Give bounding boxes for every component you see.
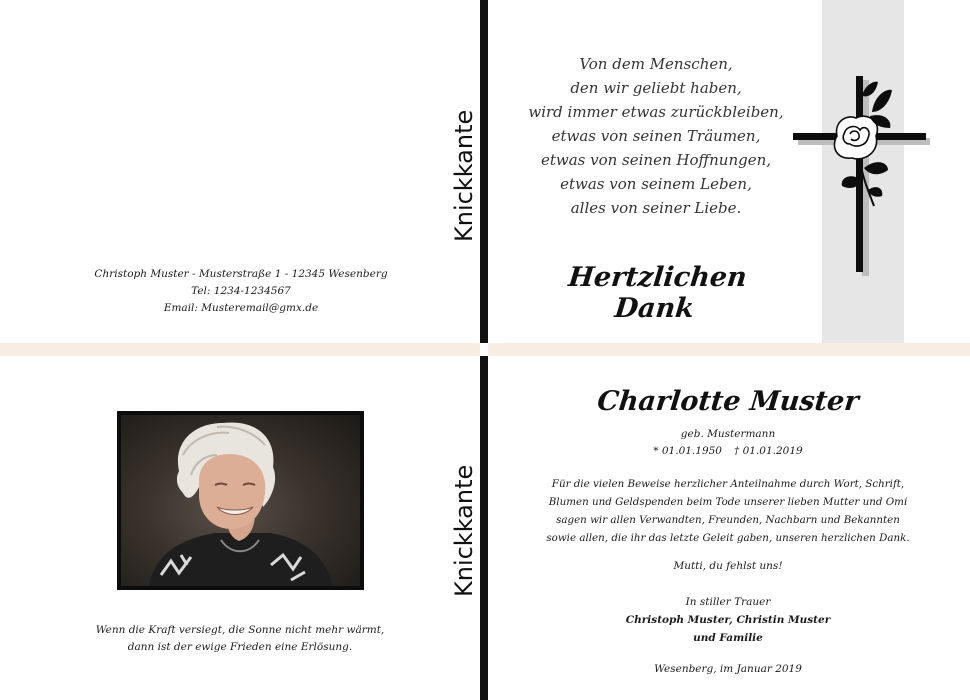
maiden-name: geb. Mustermann (680, 428, 776, 440)
death-date: † 01.01.2019 (734, 445, 803, 457)
mourners-block (578, 593, 878, 647)
fold-label-top: Knickkante (450, 109, 478, 242)
birth-date: * 01.01.1950 (653, 445, 722, 457)
thanks-line: Blumen und Geldspenden beim Tode unserer lieben Mutter und Omi (548, 496, 908, 508)
place-date: Wesenberg, im Januar 2019 (654, 663, 802, 675)
thanks-line: Für die vielen Beweise herzlicher Anteilnahme durch Wort, Schrift, (551, 478, 905, 490)
thanks-line: sagen wir allen Verwandten, Freunden, Nachbarn und Bekannten (556, 514, 900, 526)
phone-line: Tel: 1234-1234567 (191, 285, 291, 297)
miss-line: Mutti, du fehlst uns! (673, 560, 783, 572)
thanks-heading: Hertzlichen Dank (566, 262, 749, 324)
poem-line: alles von seiner Liebe. (570, 199, 742, 217)
mourning-label: In stiller Trauer (685, 596, 771, 608)
birth-death-block (578, 426, 878, 460)
fold-label-bottom: Knickkante (450, 464, 478, 597)
cross-with-rose-icon (790, 72, 930, 278)
mourners-family: und Familie (693, 632, 763, 644)
poem-line: etwas von seinen Hoffnungen, (540, 151, 772, 169)
poem-line: etwas von seinem Leben, (560, 175, 752, 193)
separator-gap (480, 343, 488, 356)
email-line: Email: Musteremail@gmx.de (163, 302, 319, 314)
portrait-illustration (121, 415, 360, 586)
address-block (60, 266, 422, 317)
poem-line: etwas von seinen Träumen, (551, 127, 761, 145)
dates-line (578, 443, 878, 460)
quote-line: Wenn die Kraft versiegt, die Sonne nicht mehr wärmt, (95, 624, 385, 636)
poem (506, 52, 806, 220)
thanks-text (530, 475, 926, 547)
deceased-name: Charlotte Muster (595, 386, 861, 417)
poem-line: den wir geliebt haben, (570, 79, 742, 97)
thanks-line: sowie allen, die ihr das letzte Geleit gaben, unseren herzlichen Dank. (546, 532, 910, 544)
quote-block (40, 622, 440, 656)
mourners-names: Christoph Muster, Christin Muster (625, 614, 831, 626)
portrait-photo (121, 415, 360, 586)
address-line: Christoph Muster - Musterstraße 1 - 12345 Wesenberg (94, 268, 388, 280)
poem-line: Von dem Menschen, (579, 55, 733, 73)
quote-line: dann ist der ewige Frieden eine Erlösung. (127, 641, 353, 653)
poem-line: wird immer etwas zurückbleiben, (528, 103, 784, 121)
